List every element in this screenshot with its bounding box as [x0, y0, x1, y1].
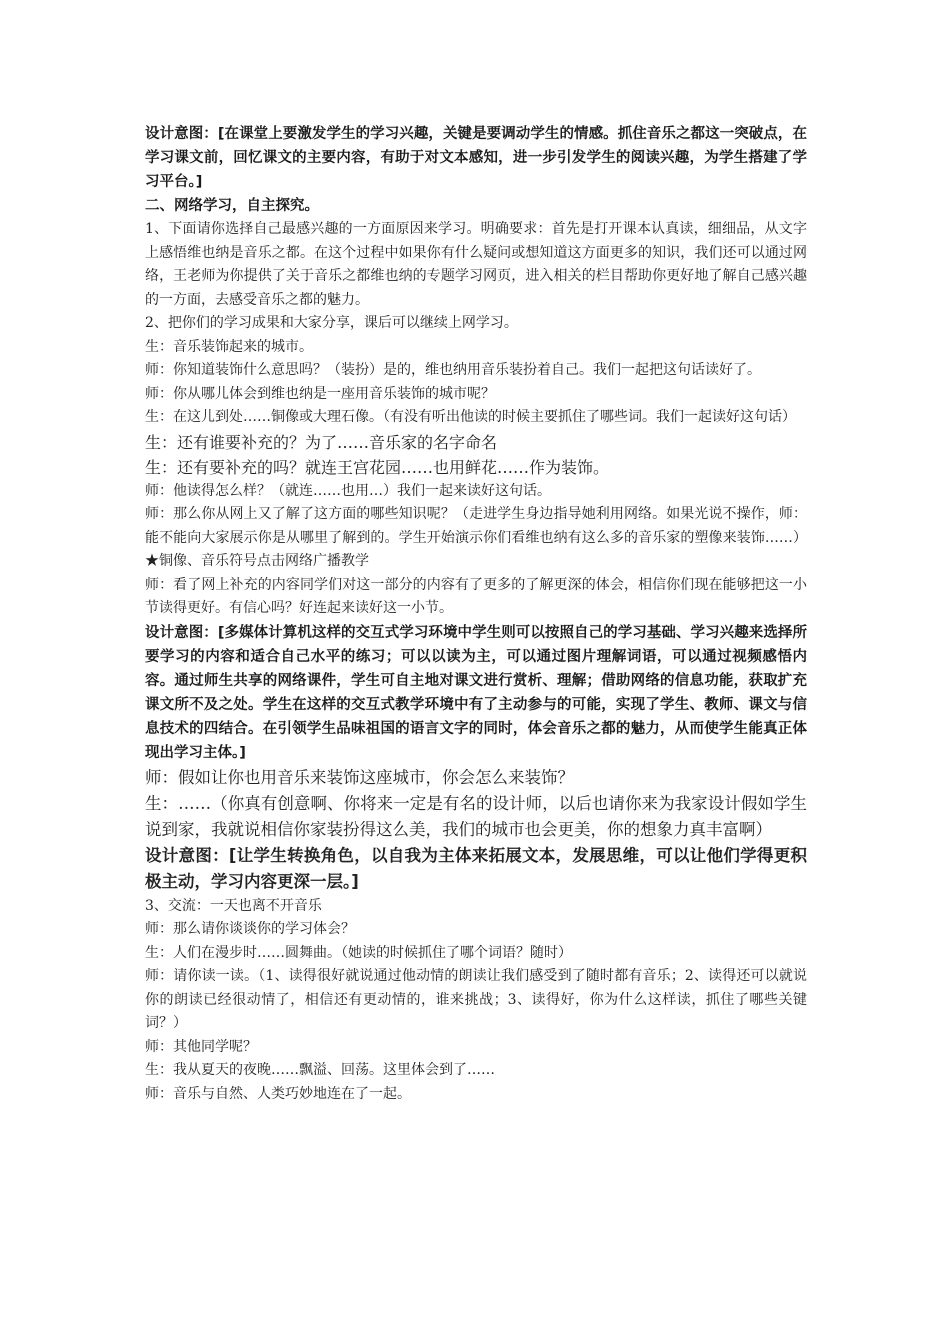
dialogue-line: 师：看了网上补充的内容同学们对这一部分的内容有了更多的了解更深的体会，相信你们现在能够把这一小节读得更好。有信心吗？好连起来读好这一小节。 — [145, 576, 807, 616]
design-intent-paragraph: 设计意图：[在课堂上要激发学生的学习兴趣，关键是要调动学生的情感。抓住音乐之都这一突破点，在学习课文前，回忆课文的主要内容，有助于对文本感知，进一步引发学生的阅读兴趣，为学生搭建了学习平台。] — [145, 126, 807, 190]
dialogue-line: 师：你从哪儿体会到维也纳是一座用音乐装饰的城市呢？ — [145, 385, 495, 402]
dialogue-line: 师：那么请你谈谈你的学习体会？ — [145, 921, 355, 937]
dialogue-line: 生：还有谁要补充的？为了……音乐家的名字命名 — [145, 432, 498, 452]
dialogue-line: 师：假如让你也用音乐来装饰这座城市，你会怎么来装饰？ — [145, 767, 574, 787]
text-paragraph: 2、把你们的学习成果和大家分享，课后可以继续上网学习。 — [145, 315, 518, 331]
dialogue-line: 生：还有要补充的吗？就连王宫花园……也用鲜花……作为装饰。 — [145, 457, 610, 477]
section-heading: 二、网络学习，自主探究。 — [145, 198, 319, 214]
dialogue-line: 师：请你读一读。（1、读得很好就说通过他动情的朗读让我们感受到了随时都有音乐；2、读得还可以就说你的朗读已经很动情了，相信还有更动情的，谁来挑战；3、读得好，你为什么这样读，抓住了哪些关键词？） — [145, 968, 807, 1031]
dialogue-line: 师：音乐与自然、人类巧妙地连在了一起。 — [145, 1085, 411, 1102]
document-page — [145, 122, 807, 1106]
text-paragraph: 3、交流：一天也离不开音乐 — [145, 897, 322, 914]
dialogue-line: 生：……（你真有创意啊、你将来一定是有名的设计师，以后也请你来为我家设计假如学生说到家，我就说相信你家装扮得这么美，我们的城市也会更美，你的想象力真丰富啊） — [145, 793, 807, 839]
design-intent-paragraph: 设计意图：[让学生转换角色，以自我为主体来拓展文本，发展思维，可以让他们学得更积极主动，学习内容更深一层。] — [145, 845, 807, 891]
dialogue-line: 师：你知道装饰什么意思吗？（装扮）是的，维也纳用音乐装扮着自己。我们一起把这句话读好了。 — [145, 362, 761, 378]
dialogue-line: 师：他读得怎么样？（就连……也用…）我们一起来读好这句话。 — [145, 482, 551, 499]
dialogue-line: 生：人们在漫步时……圆舞曲。（她读的时候抓住了哪个词语？随时） — [145, 944, 572, 961]
dialogue-line: 生：我从夏天的夜晚……飘溢、回荡。这里体会到了…… — [145, 1062, 495, 1078]
text-paragraph: 1、下面请你选择自己最感兴趣的一方面原因来学习。明确要求：首先是打开课本认真读，细细品，从文字上感悟维也纳是音乐之都。在这个过程中如果你有什么疑问或想知道这方面更多的知识，我们还可以通过网络，王老师为你提供了关于音乐之都维也纳的专题学习网页，进入相关的栏目帮助你更好地了解自己感兴趣的一方面，去感受音乐之都的魅力。 — [145, 221, 807, 308]
dialogue-line: 生：音乐装饰起来的城市。 — [145, 338, 313, 355]
dialogue-line: 生：在这儿到处……铜像或大理石像。（有没有听出他读的时候主要抓住了哪些词。我们一起读好这句话） — [145, 409, 796, 425]
dialogue-line: 师：其他同学呢？ — [145, 1038, 257, 1055]
design-intent-paragraph: 设计意图：[多媒体计算机这样的交互式学习环境中学生则可以按照自己的学习基础、学习兴趣来选择所要学习的内容和适合自己水平的练习；可以以读为主，可以通过图片理解词语，可以通过视频感悟内容。通过师生共享的网络课件，学生可自主地对课文进行赏析、理解；借助网络的信息功能，获取扩充课文所不及之处。学生在这样的交互式教学环境中有了主动参与的可能，实现了学生、教师、课文与信息技术的四结合。在引领学生品味祖国的语言文字的同时，体会音乐之都的魅力，从而使学生能真正体现出学习主体。] — [145, 624, 807, 761]
dialogue-line: 师：那么你从网上又了解了这方面的哪些知识呢？（走进学生身边指导她利用网络。如果光说不操作，师：能不能向大家展示你是从哪里了解到的。学生开始演示你们看维也纳有这么多的音乐家的塑像来装饰……）★铜像、音乐符号点击网络广播教学 — [145, 506, 807, 569]
